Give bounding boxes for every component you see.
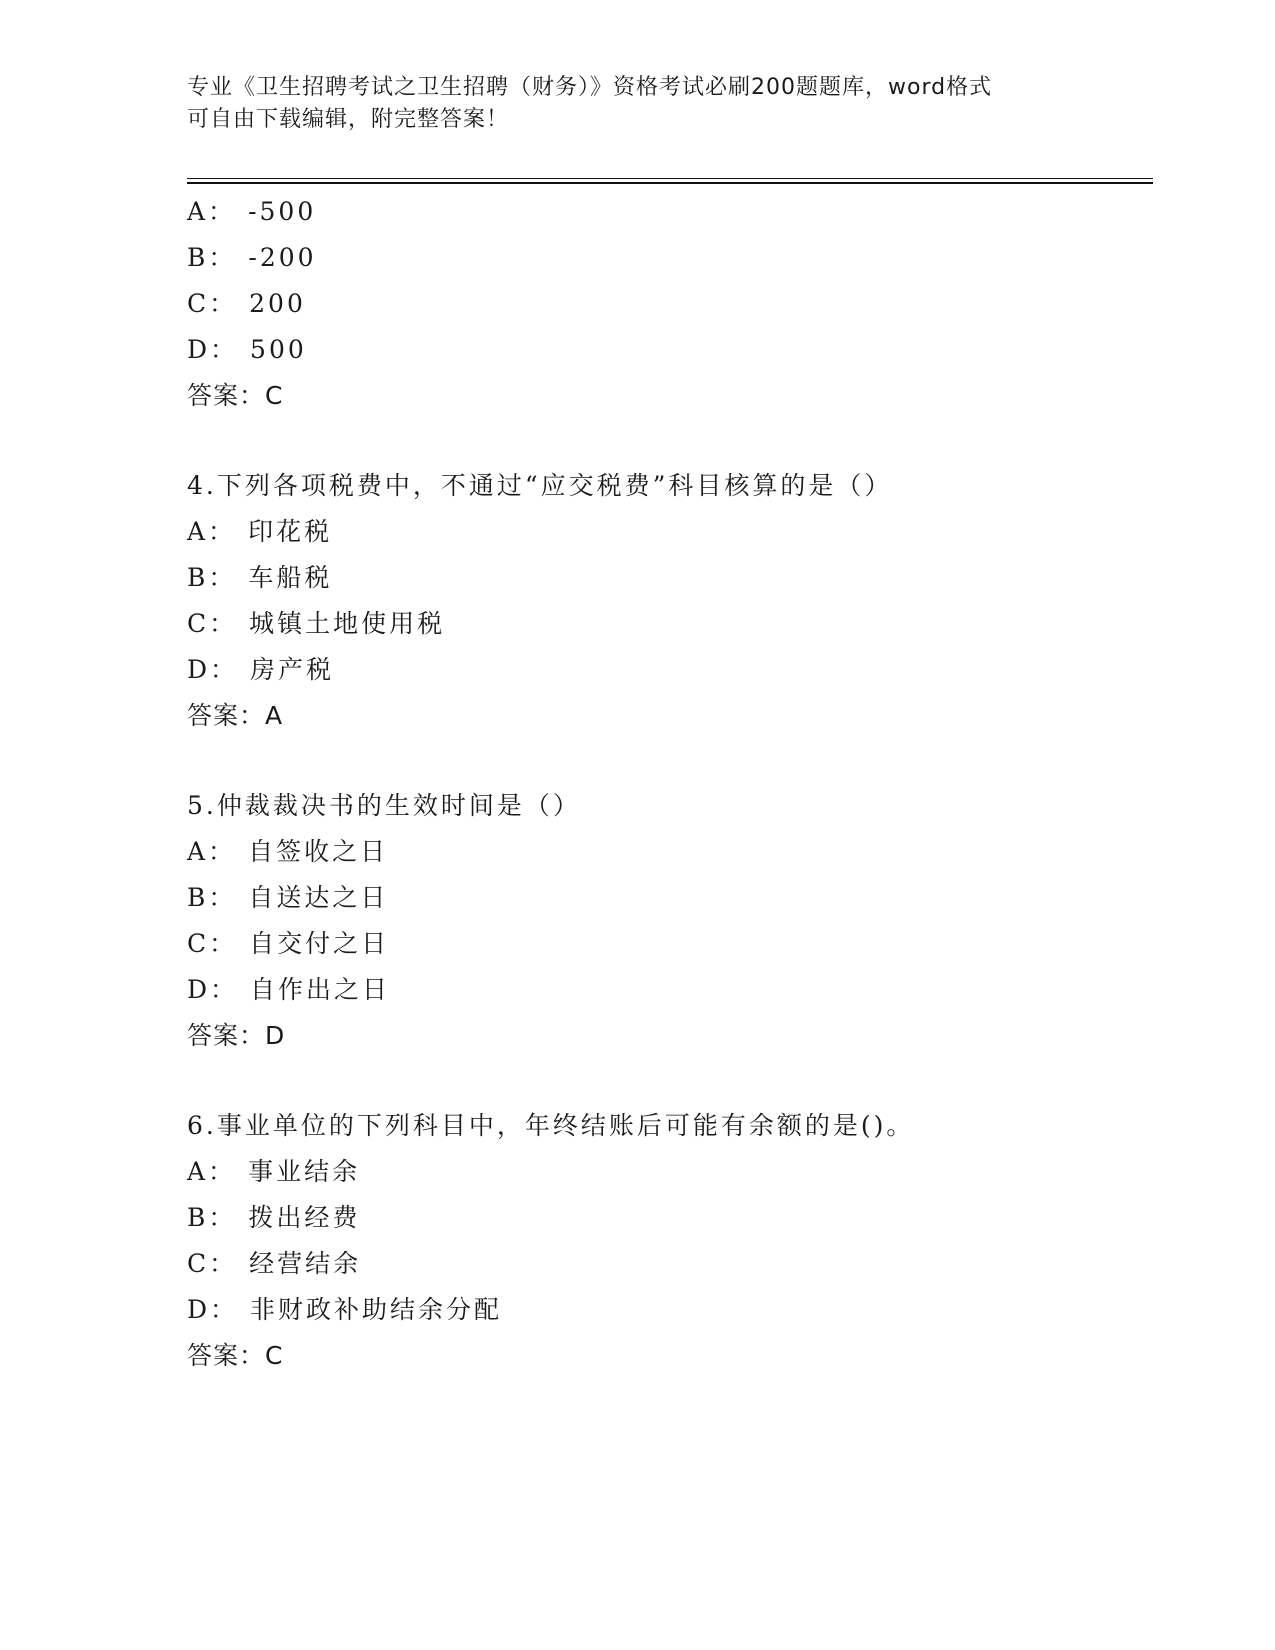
option-c: C： 城镇土地使用税 bbox=[187, 609, 446, 638]
option-c: C： 经营结余 bbox=[187, 1249, 362, 1278]
option-c: C： 自交付之日 bbox=[187, 929, 390, 958]
option-d: D： 非财政补助结余分配 bbox=[187, 1295, 503, 1324]
option-b: B： 自送达之日 bbox=[187, 883, 389, 912]
question-6 bbox=[187, 1103, 1153, 1379]
question-text: 5.仲裁裁决书的生效时间是（） bbox=[187, 791, 581, 820]
option-a: A： 事业结余 bbox=[187, 1157, 361, 1186]
question-text: 6.事业单位的下列科目中，年终结账后可能有余额的是()。 bbox=[187, 1111, 915, 1140]
answer: 答案：C bbox=[187, 1341, 284, 1370]
header-rule-thin bbox=[187, 178, 1153, 179]
option-d: D： 自作出之日 bbox=[187, 975, 391, 1004]
document-header bbox=[187, 72, 1087, 136]
option-c: C： 200 bbox=[187, 289, 306, 318]
answer: 答案：D bbox=[187, 1021, 286, 1050]
option-a: A： 印花税 bbox=[187, 517, 333, 546]
header-rule-thick bbox=[187, 182, 1153, 184]
header-line-1: 专业《卫生招聘考试之卫生招聘（财务）》资格考试必刷200题题库，word格式 bbox=[187, 75, 993, 100]
option-b: B： 拨出经费 bbox=[187, 1203, 361, 1232]
question-5 bbox=[187, 783, 1153, 1059]
option-b: B： 车船税 bbox=[187, 563, 333, 592]
question-3 bbox=[187, 189, 1153, 419]
option-a: A： 自签收之日 bbox=[187, 837, 389, 866]
option-a: A： -500 bbox=[187, 197, 317, 226]
question-4 bbox=[187, 463, 1153, 739]
answer: 答案：A bbox=[187, 701, 284, 730]
question-text: 4.下列各项税费中，不通过“应交税费”科目核算的是（） bbox=[187, 471, 893, 500]
header-line-2: 可自由下载编辑，附完整答案！ bbox=[187, 107, 510, 132]
option-b: B： -200 bbox=[187, 243, 317, 272]
question-list bbox=[187, 189, 1153, 1379]
answer: 答案：C bbox=[187, 381, 284, 410]
option-d: D： 房产税 bbox=[187, 655, 335, 684]
option-d: D： 500 bbox=[187, 335, 307, 364]
